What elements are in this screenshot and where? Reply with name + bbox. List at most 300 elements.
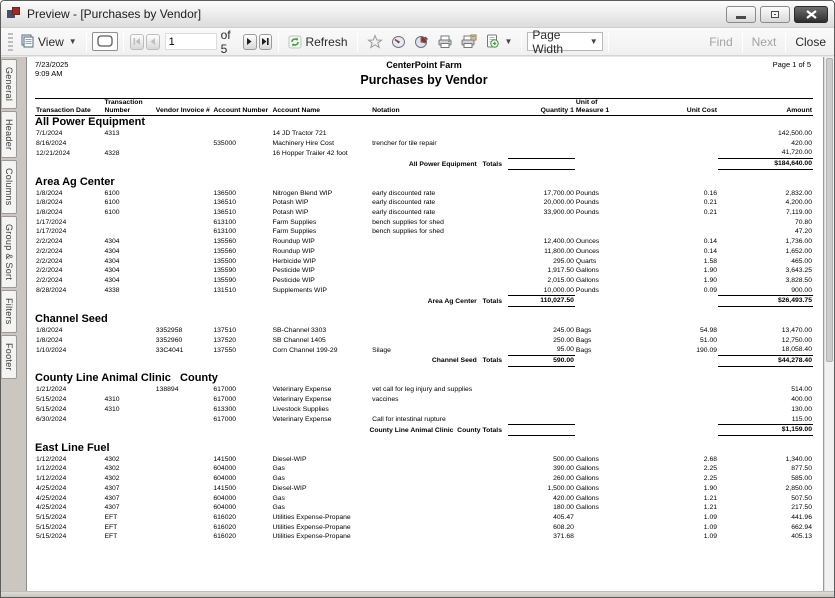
close-preview-button[interactable]: Close bbox=[795, 34, 827, 49]
cell: 4304 bbox=[104, 267, 120, 275]
cell: 0.21 bbox=[703, 199, 718, 207]
find-button[interactable]: Find bbox=[709, 34, 733, 49]
cell: 5/15/2024 bbox=[36, 533, 67, 541]
cell: Veterinary Expense bbox=[272, 416, 332, 424]
cell: Ounces bbox=[575, 238, 600, 246]
cell: 6100 bbox=[104, 189, 120, 197]
cell: vaccines bbox=[372, 396, 399, 404]
cell: 245.00 bbox=[553, 326, 574, 334]
cell: 41,720.00 bbox=[781, 149, 812, 157]
cell: 535000 bbox=[213, 139, 237, 147]
totals-quantity bbox=[508, 425, 575, 436]
cell bbox=[639, 159, 718, 170]
col-unit-of-measure: Unit of Measure 1 bbox=[575, 99, 639, 116]
separator bbox=[608, 32, 609, 52]
cell: Potash WIP bbox=[272, 199, 309, 207]
cell: 2/2/2024 bbox=[36, 257, 63, 265]
col-transaction-number: Transaction Number bbox=[103, 99, 154, 116]
table-row bbox=[35, 494, 813, 504]
totals-quantity: 110,027.50 bbox=[508, 296, 575, 307]
first-page-button[interactable] bbox=[130, 34, 144, 50]
cell: 295.00 bbox=[553, 257, 574, 265]
cell bbox=[155, 286, 213, 296]
cell: 190.09 bbox=[696, 346, 718, 354]
cell: 1.09 bbox=[703, 513, 718, 521]
cell: 1.90 bbox=[703, 484, 718, 492]
cell bbox=[155, 276, 213, 286]
table-row bbox=[35, 336, 813, 346]
cell bbox=[575, 415, 639, 425]
cell bbox=[639, 129, 718, 139]
table-row bbox=[35, 208, 813, 218]
page-count-label: of 5 bbox=[220, 27, 231, 56]
cell: 405.47 bbox=[553, 513, 574, 521]
table-row bbox=[35, 405, 813, 415]
cell bbox=[575, 148, 639, 158]
cell: 1/8/2024 bbox=[36, 326, 63, 334]
zoom-value: Page Width bbox=[532, 27, 564, 56]
table-row bbox=[35, 503, 813, 513]
cell: EFT bbox=[104, 533, 118, 541]
cell: 12/21/2024 bbox=[36, 149, 71, 157]
group-totals-row bbox=[35, 355, 813, 366]
cell bbox=[575, 139, 639, 149]
cell: Pounds bbox=[575, 189, 599, 197]
previous-page-button[interactable] bbox=[146, 34, 160, 50]
cell: Gallons bbox=[575, 484, 599, 492]
speech-bubble-icon bbox=[97, 35, 113, 48]
cell: 4307 bbox=[104, 494, 120, 502]
cell bbox=[212, 129, 271, 139]
report-table bbox=[35, 98, 813, 548]
page-number-input[interactable] bbox=[165, 33, 217, 50]
cell bbox=[575, 355, 639, 366]
cell bbox=[371, 464, 508, 474]
tab-filters[interactable]: Filters bbox=[1, 290, 17, 333]
report-header bbox=[35, 60, 813, 98]
page-indicator: Page 1 of 5 bbox=[772, 60, 811, 69]
cell: Machinery Hire Cost bbox=[272, 139, 335, 147]
cell bbox=[155, 464, 213, 474]
cell bbox=[639, 218, 718, 228]
cell: 1.90 bbox=[703, 267, 718, 275]
cell: bench supplies for shed bbox=[372, 218, 444, 226]
table-row bbox=[35, 237, 813, 247]
cell bbox=[155, 484, 213, 494]
cell: 14 JD Tractor 721 bbox=[272, 130, 327, 137]
close-icon bbox=[806, 10, 817, 19]
last-page-button[interactable] bbox=[259, 34, 273, 50]
cell bbox=[371, 326, 508, 336]
cell: 441.96 bbox=[791, 513, 812, 521]
cell: 260.00 bbox=[553, 475, 574, 483]
cell bbox=[371, 129, 508, 139]
table-row bbox=[35, 148, 813, 158]
cell bbox=[371, 523, 508, 533]
cell: early discounted rate bbox=[372, 189, 436, 197]
cell bbox=[575, 425, 639, 436]
cell: Call for intestinal rupture bbox=[372, 416, 446, 424]
view-button-label: View bbox=[38, 34, 64, 49]
group-row bbox=[35, 176, 813, 189]
cell: 135560 bbox=[213, 247, 237, 255]
cell bbox=[575, 532, 639, 542]
totals-amount: $1,159.00 bbox=[718, 425, 813, 436]
cell: 4,200.00 bbox=[785, 199, 812, 207]
cell: 604000 bbox=[213, 494, 237, 502]
restore-button[interactable] bbox=[760, 6, 790, 23]
cell bbox=[103, 385, 154, 395]
cell: Livestock Supplies bbox=[272, 405, 329, 413]
cell: 616020 bbox=[213, 533, 237, 541]
table-row bbox=[35, 189, 813, 199]
cell bbox=[508, 129, 575, 139]
cell bbox=[155, 494, 213, 504]
cell bbox=[103, 345, 154, 355]
pie-chart-icon bbox=[414, 35, 429, 49]
cell: 405.13 bbox=[791, 533, 812, 541]
cell: 0.14 bbox=[703, 238, 718, 246]
cell: 2,015.00 bbox=[547, 276, 574, 284]
cell: 1/12/2024 bbox=[36, 455, 67, 463]
cell: 1.09 bbox=[703, 523, 718, 531]
cell bbox=[508, 227, 575, 237]
cell bbox=[103, 415, 154, 425]
group-row bbox=[35, 313, 813, 326]
cell bbox=[575, 395, 639, 405]
cell: Bags bbox=[575, 326, 592, 334]
tab-group-sort[interactable]: Group & Sort bbox=[1, 216, 17, 288]
cell: 507.50 bbox=[791, 494, 812, 502]
cell: Roundup WIP bbox=[272, 238, 315, 246]
cell: 0.09 bbox=[703, 287, 718, 295]
minimize-button[interactable] bbox=[726, 6, 756, 23]
cell: 2/2/2024 bbox=[36, 276, 63, 284]
cell: 10,000.00 bbox=[543, 286, 574, 294]
cell bbox=[639, 425, 718, 436]
cell: 135590 bbox=[213, 276, 237, 284]
col-notation: Notation bbox=[371, 99, 508, 116]
cell bbox=[155, 198, 213, 208]
cell bbox=[575, 227, 639, 237]
last-page-icon bbox=[260, 37, 270, 46]
col-unit-cost: Unit Cost bbox=[639, 99, 718, 116]
cell: 3352958 bbox=[155, 326, 183, 334]
totals-label: Area Ag Center Totals bbox=[427, 297, 502, 305]
minimize-icon bbox=[736, 16, 746, 19]
cell: Diesel-WIP bbox=[272, 455, 307, 463]
cell bbox=[103, 139, 154, 149]
totals-quantity bbox=[508, 159, 575, 170]
totals-quantity: 590.00 bbox=[508, 355, 575, 366]
restore-icon bbox=[771, 11, 779, 18]
group-row bbox=[35, 116, 813, 130]
cell: 136510 bbox=[213, 209, 237, 217]
totals-amount: $184,640.00 bbox=[718, 159, 813, 170]
company-name: CenterPoint Farm bbox=[386, 60, 462, 70]
cell bbox=[575, 129, 639, 139]
cell bbox=[371, 276, 508, 286]
cell: 5/15/2024 bbox=[36, 523, 67, 531]
cell: Utilities Expense-Propane bbox=[272, 513, 351, 521]
tab-general[interactable]: General bbox=[1, 59, 17, 109]
cell bbox=[575, 513, 639, 523]
totals-label: Channel Seed Totals bbox=[431, 357, 502, 365]
cell: 617000 bbox=[213, 386, 237, 394]
totals-amount: $26,493.75 bbox=[718, 296, 813, 307]
group-header: County Line Animal Clinic County bbox=[35, 372, 218, 385]
gauge-button[interactable] bbox=[387, 33, 410, 51]
col-transaction-date: Transaction Date bbox=[35, 99, 103, 116]
cell bbox=[371, 266, 508, 276]
table-row bbox=[35, 484, 813, 494]
cell: Potash WIP bbox=[272, 209, 309, 217]
cell: Nitrogen Blend WIP bbox=[272, 189, 333, 197]
cell bbox=[155, 405, 213, 415]
table-row bbox=[35, 415, 813, 425]
cell: 1.09 bbox=[703, 533, 718, 541]
cell: 4/25/2024 bbox=[36, 484, 67, 492]
cell: 135500 bbox=[213, 257, 237, 265]
cell: 1/10/2024 bbox=[36, 346, 67, 354]
cell: 1,340.00 bbox=[785, 455, 812, 463]
cell: 1.90 bbox=[703, 276, 718, 284]
cell: 2.25 bbox=[703, 475, 718, 483]
cell: Veterinary Expense bbox=[272, 386, 332, 394]
table-row bbox=[35, 464, 813, 474]
cell: 130.00 bbox=[791, 405, 812, 413]
cell: 371.68 bbox=[553, 533, 574, 541]
cell: 3,828.50 bbox=[785, 276, 812, 284]
cell bbox=[508, 139, 575, 149]
favorite-button[interactable] bbox=[363, 32, 387, 51]
tab-header[interactable]: Header bbox=[1, 111, 17, 158]
group-totals-row bbox=[35, 159, 813, 170]
cell: Gas bbox=[272, 465, 285, 473]
cell: 12,750.00 bbox=[781, 336, 812, 344]
tooltip-toggle-button[interactable] bbox=[92, 32, 118, 51]
table-row bbox=[35, 326, 813, 336]
cell: Ounces bbox=[575, 247, 600, 255]
separator bbox=[86, 32, 87, 52]
totals-label: All Power Equipment Totals bbox=[408, 160, 502, 168]
cell: 115.00 bbox=[791, 415, 812, 423]
cell: Gallons bbox=[575, 504, 599, 512]
cell: 4302 bbox=[104, 465, 120, 473]
separator bbox=[278, 32, 279, 52]
cell: 20,000.00 bbox=[543, 199, 574, 207]
separator bbox=[123, 32, 124, 52]
cell: Pounds bbox=[575, 199, 599, 207]
tab-footer[interactable]: Footer bbox=[1, 335, 17, 379]
separator bbox=[357, 32, 358, 52]
cell: 131510 bbox=[213, 287, 237, 295]
tab-columns[interactable]: Columns bbox=[1, 160, 17, 214]
totals-amount: $44,278.40 bbox=[718, 355, 813, 366]
cell: 617000 bbox=[213, 396, 237, 404]
cell: 4304 bbox=[104, 247, 120, 255]
cell: Farm Supplies bbox=[272, 218, 317, 226]
cell bbox=[155, 395, 213, 405]
cell bbox=[155, 139, 213, 149]
cell: 1.58 bbox=[703, 257, 718, 265]
cell: 4302 bbox=[104, 475, 120, 483]
cell bbox=[371, 455, 508, 465]
cell bbox=[575, 296, 639, 307]
main-area bbox=[1, 57, 834, 591]
toolbar bbox=[1, 28, 834, 56]
cell bbox=[371, 286, 508, 296]
cell: 1.21 bbox=[703, 494, 718, 502]
window-bottom-edge bbox=[1, 591, 834, 597]
cell: 4313 bbox=[104, 130, 120, 137]
print-button[interactable] bbox=[433, 33, 457, 51]
cell bbox=[371, 237, 508, 247]
cell bbox=[371, 257, 508, 267]
col-account-number: Account Number bbox=[212, 99, 271, 116]
cell: 16 Hopper Trailer 42 foot bbox=[272, 149, 348, 157]
cell bbox=[155, 415, 213, 425]
chart-button[interactable] bbox=[410, 33, 433, 51]
refresh-icon bbox=[288, 35, 302, 49]
cell: 51.00 bbox=[700, 336, 718, 344]
cell: 900.00 bbox=[791, 286, 812, 294]
cell bbox=[212, 148, 271, 158]
cell: 138894 bbox=[155, 386, 179, 394]
cell: 6/30/2024 bbox=[36, 416, 67, 424]
cell: 616020 bbox=[213, 523, 237, 531]
cell bbox=[639, 405, 718, 415]
cell bbox=[155, 523, 213, 533]
cell bbox=[155, 208, 213, 218]
cell: 613300 bbox=[213, 405, 237, 413]
cell bbox=[371, 247, 508, 257]
group-row bbox=[35, 442, 813, 455]
cell: 877.50 bbox=[791, 465, 812, 473]
cell: 0.14 bbox=[703, 247, 718, 255]
cell bbox=[371, 336, 508, 346]
table-row bbox=[35, 139, 813, 149]
cell bbox=[575, 159, 639, 170]
cell: 6100 bbox=[104, 199, 120, 207]
sidebar-tabstrip bbox=[1, 57, 26, 591]
cell bbox=[371, 484, 508, 494]
cell: 4307 bbox=[104, 504, 120, 512]
group-header: Area Ag Center bbox=[35, 175, 115, 188]
cell: SB-Channel 3303 bbox=[272, 326, 327, 334]
cell: 420.00 bbox=[553, 494, 574, 502]
print-setup-button[interactable] bbox=[457, 32, 481, 51]
cell: 604000 bbox=[213, 504, 237, 512]
table-row bbox=[35, 286, 813, 296]
cell: 135560 bbox=[213, 238, 237, 246]
next-page-icon bbox=[245, 37, 254, 46]
cell: 1,500.00 bbox=[547, 484, 574, 492]
export-button[interactable] bbox=[481, 32, 517, 51]
cell bbox=[371, 503, 508, 513]
vertical-scrollbar[interactable] bbox=[824, 57, 834, 591]
export-page-icon bbox=[485, 34, 500, 49]
export-caret-icon: ▼ bbox=[504, 37, 513, 46]
table-row bbox=[35, 532, 813, 542]
cell: bench supplies for shed bbox=[372, 228, 444, 236]
cell: 514.00 bbox=[791, 386, 812, 394]
group-totals-row bbox=[35, 296, 813, 307]
window-title: Preview - [Purchases by Vendor] bbox=[27, 7, 202, 21]
find-next-button[interactable]: Next bbox=[751, 34, 777, 49]
cell: 1/21/2024 bbox=[36, 386, 67, 394]
cell bbox=[371, 494, 508, 504]
cell bbox=[639, 415, 718, 425]
view-menu-button[interactable] bbox=[16, 32, 81, 51]
refresh-button[interactable] bbox=[284, 33, 351, 51]
cell: 70.80 bbox=[794, 218, 812, 226]
cell: 608.20 bbox=[553, 523, 574, 531]
cell: 400.00 bbox=[791, 396, 812, 404]
table-row bbox=[35, 266, 813, 276]
cell: 1/17/2024 bbox=[36, 228, 67, 236]
cell: 5/15/2024 bbox=[36, 513, 67, 521]
cell bbox=[575, 523, 639, 533]
table-row bbox=[35, 129, 813, 139]
cell: Utilities Expense-Propane bbox=[272, 523, 351, 531]
close-window-button[interactable] bbox=[794, 6, 828, 23]
cell bbox=[155, 189, 213, 199]
cell: 18,058.40 bbox=[781, 346, 812, 354]
view-pages-icon bbox=[20, 34, 35, 49]
cell: 604000 bbox=[213, 475, 237, 483]
cell: Quarts bbox=[575, 257, 597, 265]
cell: 4338 bbox=[104, 287, 120, 295]
cell: 13,470.00 bbox=[781, 326, 812, 334]
cell bbox=[155, 247, 213, 257]
cell: Veterinary Expense bbox=[272, 396, 332, 404]
cell: 0.21 bbox=[703, 209, 718, 217]
cell: 2/2/2024 bbox=[36, 238, 63, 246]
cell bbox=[155, 148, 213, 158]
cell: 7/1/2024 bbox=[36, 130, 63, 137]
next-page-button[interactable] bbox=[243, 34, 257, 50]
cell bbox=[155, 532, 213, 542]
cell: early discounted rate bbox=[372, 209, 436, 217]
cell: 4302 bbox=[104, 455, 120, 463]
cell: 136510 bbox=[213, 199, 237, 207]
cell: vet call for leg injury and supplies bbox=[372, 386, 473, 394]
cell: 135590 bbox=[213, 267, 237, 275]
cell: 3,643.25 bbox=[785, 267, 812, 275]
cell: EFT bbox=[104, 523, 118, 531]
group-header: East Line Fuel bbox=[35, 441, 110, 454]
zoom-select[interactable] bbox=[527, 27, 602, 56]
toolbar-grip[interactable] bbox=[8, 33, 13, 51]
printer-icon bbox=[437, 35, 453, 49]
cell: 0.16 bbox=[703, 189, 718, 197]
refresh-button-label: Refresh bbox=[305, 34, 348, 49]
col-quantity: Quantity 1 bbox=[508, 99, 575, 116]
group-row bbox=[35, 372, 813, 385]
app-icon bbox=[7, 7, 21, 21]
cell bbox=[371, 405, 508, 415]
view-caret-icon: ▼ bbox=[68, 37, 77, 46]
cell: 5/15/2024 bbox=[36, 396, 67, 404]
scrollbar-thumb[interactable] bbox=[826, 58, 833, 362]
cell: 613100 bbox=[213, 228, 237, 236]
cell: Gas bbox=[272, 475, 285, 483]
cell: Herbicide WIP bbox=[272, 257, 316, 265]
cell bbox=[508, 218, 575, 228]
cell bbox=[155, 227, 213, 237]
cell: 95.00 bbox=[556, 346, 574, 354]
